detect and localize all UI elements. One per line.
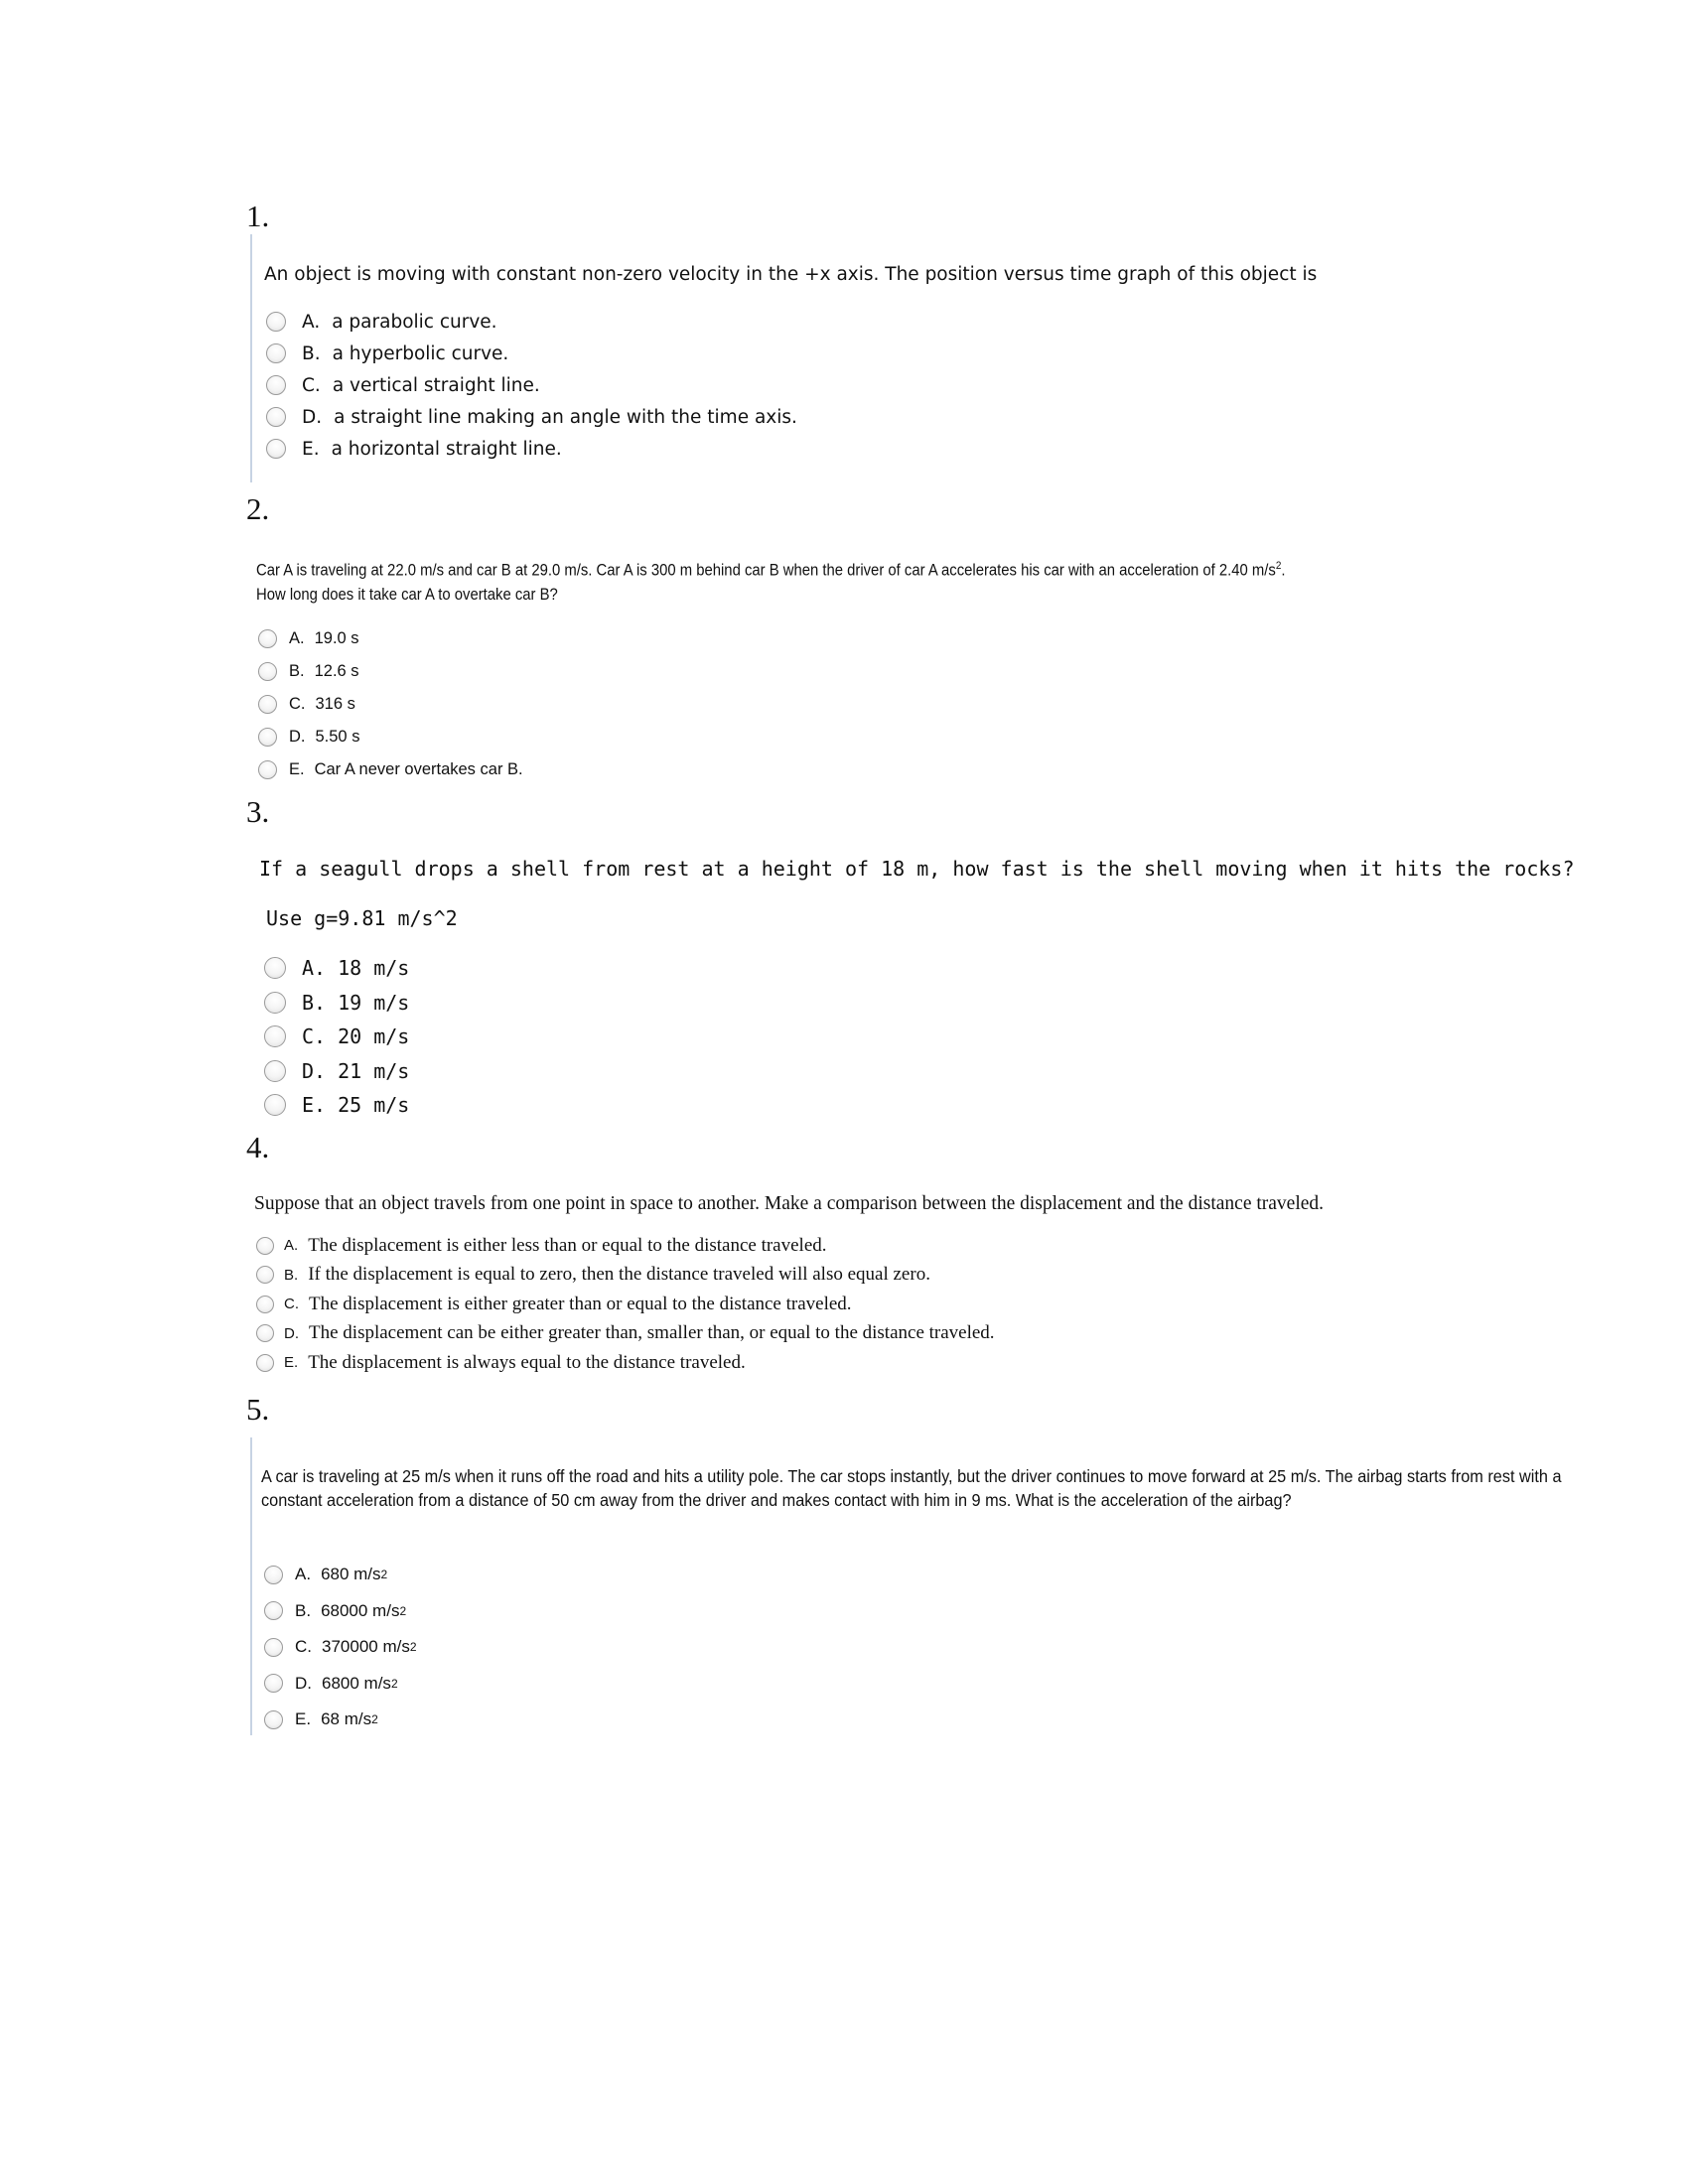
option-b[interactable] [258, 655, 523, 688]
option-letter: D. [302, 406, 323, 428]
radio-button[interactable] [264, 957, 286, 979]
option-b[interactable] [266, 338, 797, 369]
option-c[interactable] [264, 1629, 417, 1666]
option-text: a vertical straight line. [332, 374, 540, 396]
option-letter: D. [295, 1673, 312, 1693]
question-number: 3. [246, 794, 270, 829]
option-text: a horizontal straight line. [331, 438, 562, 460]
radio-button[interactable] [264, 1094, 286, 1116]
radio-button[interactable] [264, 1060, 286, 1082]
radio-button[interactable] [266, 343, 286, 363]
option-text: The displacement can be either greater than, smaller than, or equal to the distance traveled. [309, 1322, 995, 1344]
radio-button[interactable] [256, 1296, 274, 1313]
question-text [256, 554, 1285, 607]
radio-button[interactable] [264, 1025, 286, 1047]
option-letter: D. [284, 1324, 299, 1342]
option-letter: E. [302, 1093, 327, 1118]
answer-options [256, 1231, 995, 1378]
option-a[interactable] [256, 1231, 995, 1261]
option-text: a straight line making an angle with the time axis. [334, 406, 797, 428]
radio-button[interactable] [264, 992, 286, 1014]
question-text: Suppose that an object travels from one point in space to another. Make a comparison between the displacement and the distance traveled. [254, 1193, 1325, 1214]
radio-button[interactable] [266, 312, 286, 332]
option-letter: D. [289, 728, 306, 746]
radio-button[interactable] [264, 1674, 283, 1693]
option-letter: A. [289, 629, 305, 647]
radio-button[interactable] [256, 1237, 274, 1255]
option-letter: C. [295, 1637, 312, 1657]
option-b[interactable] [256, 1261, 995, 1291]
option-text: 18 m/s [338, 956, 410, 981]
radio-button[interactable] [264, 1638, 283, 1657]
radio-button[interactable] [264, 1601, 283, 1620]
radio-button[interactable] [264, 1566, 283, 1584]
question-text: If a seagull drops a shell from rest at a height of 18 m, how fast is the shell moving when it hits the rocks? [259, 857, 1575, 881]
answer-options [258, 622, 523, 786]
radio-button[interactable] [258, 629, 277, 648]
option-e[interactable] [264, 1702, 417, 1738]
option-text: a parabolic curve. [332, 311, 497, 333]
option-text: 68000 m/s [321, 1600, 400, 1620]
option-letter: A. [295, 1565, 312, 1584]
question-note: Use g=9.81 m/s^2 [266, 906, 458, 930]
question-text: An object is moving with constant non-zero velocity in the +x axis. The position versus time graph of this object is [264, 264, 1318, 285]
radio-button[interactable] [258, 760, 277, 779]
option-e[interactable] [258, 753, 523, 786]
radio-button[interactable] [258, 728, 277, 747]
answer-options [264, 1557, 417, 1738]
radio-button[interactable] [256, 1266, 274, 1284]
option-text: Car A never overtakes car B. [314, 760, 523, 778]
option-letter: C. [302, 1024, 327, 1049]
option-text: 19 m/s [338, 990, 410, 1015]
option-text: 680 m/s [321, 1565, 381, 1584]
option-d[interactable] [258, 721, 523, 753]
option-e[interactable] [264, 1088, 409, 1123]
question-number: 2. [246, 491, 270, 526]
option-a[interactable] [264, 951, 409, 986]
option-letter: A. [302, 956, 327, 981]
option-letter: B. [284, 1266, 299, 1284]
option-e[interactable] [266, 433, 797, 465]
radio-button[interactable] [266, 439, 286, 459]
option-text: 6800 m/s [322, 1673, 391, 1693]
option-letter: C. [302, 374, 321, 396]
superscript: 2 [1275, 560, 1282, 572]
option-letter: E. [284, 1354, 299, 1372]
question-text-line-1: Car A is traveling at 22.0 m/s and car B at 29.0 m/s. Car A is 300 m behind car B when the driver of car A accelerates his car with an acceleration of 2.40 $m/s^2$. [256, 560, 1286, 580]
question-divider [250, 234, 252, 482]
option-a[interactable] [266, 306, 797, 338]
superscript: 2 [380, 1568, 388, 1582]
question-text-line-2: How long does it take car A to overtake car B? [256, 585, 558, 604]
option-c[interactable] [264, 1020, 409, 1054]
option-letter: B. [295, 1600, 312, 1620]
option-b[interactable] [264, 986, 409, 1021]
option-letter: A. [284, 1237, 299, 1255]
radio-button[interactable] [266, 407, 286, 427]
option-letter: D. [302, 1058, 327, 1083]
option-a[interactable] [264, 1557, 417, 1593]
option-c[interactable] [256, 1290, 995, 1319]
radio-button[interactable] [258, 662, 277, 681]
option-e[interactable] [256, 1348, 995, 1378]
option-text: If the displacement is equal to zero, then the distance traveled will also equal zero. [308, 1264, 930, 1286]
option-text: 25 m/s [338, 1093, 410, 1118]
option-d[interactable] [256, 1319, 995, 1349]
radio-button[interactable] [258, 695, 277, 714]
option-letter: E. [295, 1709, 312, 1729]
option-text: 5.50 s [315, 728, 360, 746]
option-letter: A. [302, 311, 321, 333]
radio-button[interactable] [256, 1354, 274, 1372]
option-text: The displacement is either less than or equal to the distance traveled. [308, 1234, 827, 1256]
question-number: 5. [246, 1392, 270, 1427]
option-letter: C. [289, 695, 306, 713]
option-letter: E. [289, 760, 305, 778]
option-letter: E. [302, 438, 320, 460]
option-letter: C. [284, 1296, 299, 1313]
option-letter: B. [302, 990, 327, 1015]
answer-options [264, 951, 409, 1123]
option-text: 68 m/s [321, 1709, 372, 1729]
superscript: 2 [409, 1640, 417, 1655]
option-text: The displacement is always equal to the distance traveled. [308, 1351, 746, 1373]
option-b[interactable] [264, 1593, 417, 1630]
option-c[interactable] [266, 369, 797, 401]
superscript: 2 [399, 1603, 407, 1618]
radio-button[interactable] [264, 1710, 283, 1729]
option-a[interactable] [258, 622, 523, 655]
option-text: 12.6 s [314, 662, 359, 680]
option-text: The displacement is either greater than or equal to the distance traveled. [309, 1293, 852, 1314]
question-text: A car is traveling at 25 m/s when it runs off the road and hits a utility pole. The car stops instantly, but the driver continues to move forward at 25 m/s. The airbag starts from rest with a constant acceleration from a distance of 50 cm away from the driver and makes contact with him in 9 ms. What is the acceleration of the airbag? [261, 1466, 1562, 1510]
radio-button[interactable] [266, 375, 286, 395]
option-text: 316 s [315, 695, 355, 713]
option-text: 370000 m/s [322, 1637, 410, 1657]
question-divider [250, 1437, 252, 1735]
radio-button[interactable] [256, 1324, 274, 1342]
answer-options [266, 306, 797, 465]
option-text: a hyperbolic curve. [332, 342, 509, 364]
option-c[interactable] [258, 688, 523, 721]
option-text: 21 m/s [338, 1058, 410, 1083]
question-number: 1. [246, 199, 270, 233]
question-number: 4. [246, 1130, 270, 1164]
superscript: 2 [371, 1712, 378, 1727]
option-text: 20 m/s [338, 1024, 410, 1049]
option-d[interactable] [266, 401, 797, 433]
option-text: 19.0 s [314, 629, 359, 647]
option-d[interactable] [264, 1054, 409, 1089]
option-letter: B. [289, 662, 305, 680]
superscript: 2 [390, 1676, 398, 1691]
option-letter: B. [302, 342, 321, 364]
option-d[interactable] [264, 1666, 417, 1703]
